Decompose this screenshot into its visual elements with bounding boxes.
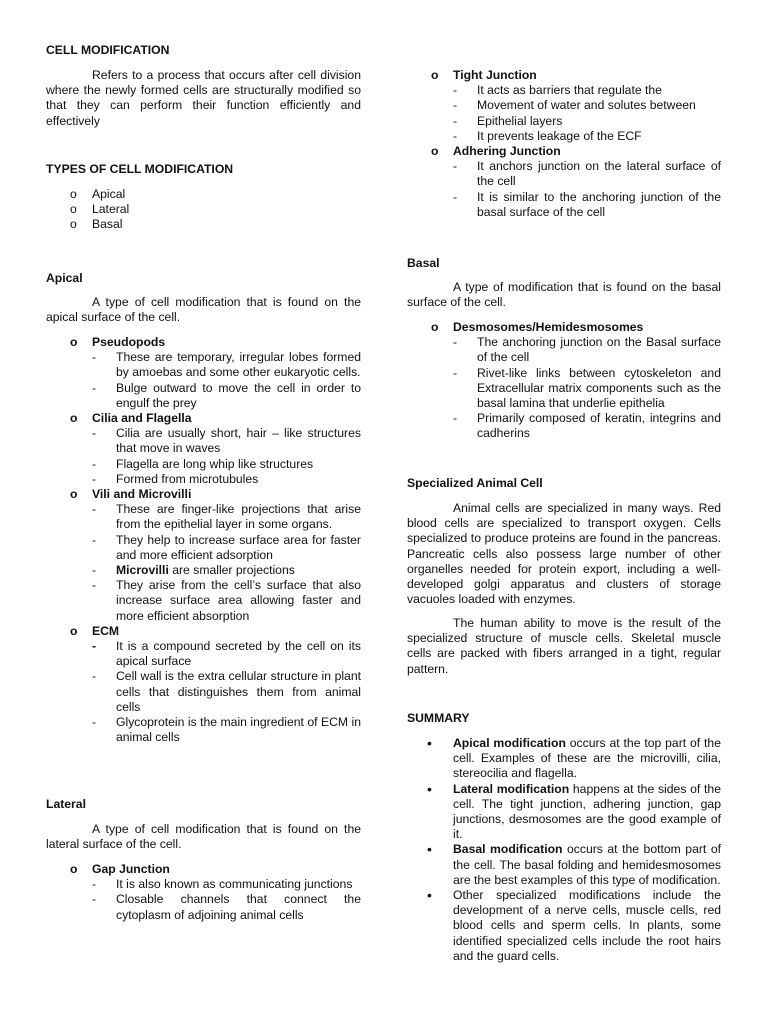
list-item: o Lateral	[46, 202, 361, 217]
list-item	[407, 320, 721, 442]
specialized-paragraph-2: The human ability to move is the result of the specialized structure of muscle cells. Skeletal muscle cells are packed with fibers arranged in a tight, regular pattern.	[407, 616, 721, 676]
list-item: - Formed from microtubules	[46, 472, 361, 487]
list-item: - They help to increase surface area for faster and more efficient adsorption	[46, 533, 361, 563]
list-item: - It prevents leakage of the ECF	[407, 129, 721, 144]
document-title: CELL MODIFICATION	[46, 43, 170, 57]
item-title: Cilia and Flagella	[92, 411, 192, 426]
list-item	[407, 736, 721, 782]
item-title: Vili and Microvilli	[92, 487, 192, 502]
specialized-heading: Specialized Animal Cell	[407, 476, 543, 490]
item-title: ECM	[92, 623, 120, 638]
basal-items	[407, 320, 721, 442]
item-title: Desmosomes/Hemidesmosomes	[453, 320, 644, 334]
apical-items	[46, 335, 361, 745]
list-item	[46, 563, 361, 578]
summary-text: occurs at the top part of the cell. Examples of these are the microvilli, cilia, stereocilia and flagella.	[453, 736, 721, 781]
item-title: Gap Junction	[92, 862, 170, 876]
apical-description: A type of cell modification that is found on the apical surface of the cell.	[46, 295, 361, 325]
list-item	[407, 888, 721, 964]
list-item	[46, 335, 361, 411]
microvilli-term: Microvilli	[116, 563, 169, 578]
list-item	[46, 411, 361, 487]
list-item: - Cilia are usually short, hair – like structures that move in waves	[46, 426, 361, 456]
summary-text: Other specialized modifications include the development of a nerve cells, muscle cells, red blood cells and sperm cells. In plants, some identified specialized cells include the root hairs and the guard cells.	[453, 888, 721, 963]
summary-text: happens at the sides of the cell. The tight junction, adhering junction, gap junctions, desmosomes are the good example of it.	[453, 781, 721, 842]
basal-heading: Basal	[407, 256, 440, 270]
list-item: - Rivet-like links between cytoskeleton and Extracellular matrix components such as the basal lamina that underlie epithelia	[407, 366, 721, 412]
list-item: - It anchors junction on the lateral surface of the cell	[407, 159, 721, 189]
summary-term: Basal modification	[453, 842, 563, 857]
list-item	[46, 487, 361, 624]
item-title: Pseudopods	[92, 335, 166, 349]
item-title: Tight Junction	[453, 68, 537, 82]
list-item: - The anchoring junction on the Basal surface of the cell	[407, 335, 721, 365]
list-item: - Cell wall is the extra cellular structure in plant cells that distinguishes them from animal cells	[46, 669, 361, 715]
item-title: Adhering Junction	[453, 144, 561, 159]
list-item: - Bulge outward to move the cell in order to engulf the prey	[46, 381, 361, 411]
list-item	[407, 144, 721, 220]
intro-paragraph: Refers to a process that occurs after cell division where the newly formed cells are structurally modified so that they can perform their function efficiently and effectively	[46, 68, 361, 128]
list-item	[46, 862, 361, 923]
summary-term: Apical modification	[453, 736, 566, 750]
list-item: o Apical	[46, 187, 361, 202]
list-item: o Basal	[46, 217, 361, 232]
list-item: - It is also known as communicating junctions	[46, 877, 361, 892]
list-item: - Flagella are long whip like structures	[46, 457, 361, 472]
lateral-items	[46, 862, 361, 923]
list-item: - Movement of water and solutes between	[407, 98, 721, 113]
types-list	[46, 187, 361, 233]
apical-heading: Apical	[46, 271, 83, 285]
list-item: - It is a compound secreted by the cell on its apical surface	[46, 639, 361, 669]
list-item: - Epithelial layers	[407, 114, 721, 129]
list-item	[407, 842, 721, 888]
lateral-continued-items	[407, 68, 721, 220]
list-item: - They arise from the cell’s surface that also increase surface area allowing faster and more efficient absorption	[46, 578, 361, 624]
list-item: - Closable channels that connect the cytoplasm of adjoining animal cells	[46, 892, 361, 922]
summary-term: Lateral modification	[453, 781, 570, 796]
basal-description: A type of modification that is found on the basal surface of the cell.	[407, 280, 721, 310]
microvilli-text: are smaller projections	[172, 563, 295, 578]
summary-text: occurs at the bottom part of the cell. The basal folding and hemidesmosomes are the best examples of this type of modification.	[453, 842, 721, 887]
list-item: - These are temporary, irregular lobes formed by amoebas and some other eukaryotic cells.	[46, 350, 361, 380]
list-item: - Glycoprotein is the main ingredient of ECM in animal cells	[46, 715, 361, 745]
specialized-paragraph-1: Animal cells are specialized in many ways. Red blood cells are specialized to transport oxygen. Cells specialized to produce proteins are found in the pancreas. Pancreatic cells also possess large number of other organelles needed for protein export, including a well-developed golgi apparatus and clusters of storage vacuoles loaded with enzymes.	[407, 501, 721, 607]
lateral-heading: Lateral	[46, 797, 86, 811]
list-item: - It is similar to the anchoring junction of the basal surface of the cell	[407, 190, 721, 220]
list-item	[407, 782, 721, 843]
summary-heading: SUMMARY	[407, 711, 470, 725]
list-item: - Primarily composed of keratin, integrins and cadherins	[407, 411, 721, 441]
types-heading: TYPES OF CELL MODIFICATION	[46, 162, 234, 176]
lateral-description: A type of cell modification that is found on the lateral surface of the cell.	[46, 822, 361, 852]
list-item	[46, 624, 361, 746]
summary-list	[407, 736, 721, 964]
list-item: - These are finger-like projections that arise from the epithelial layer in some organs.	[46, 502, 361, 532]
list-item: - It acts as barriers that regulate the	[407, 83, 721, 98]
list-item	[407, 68, 721, 144]
